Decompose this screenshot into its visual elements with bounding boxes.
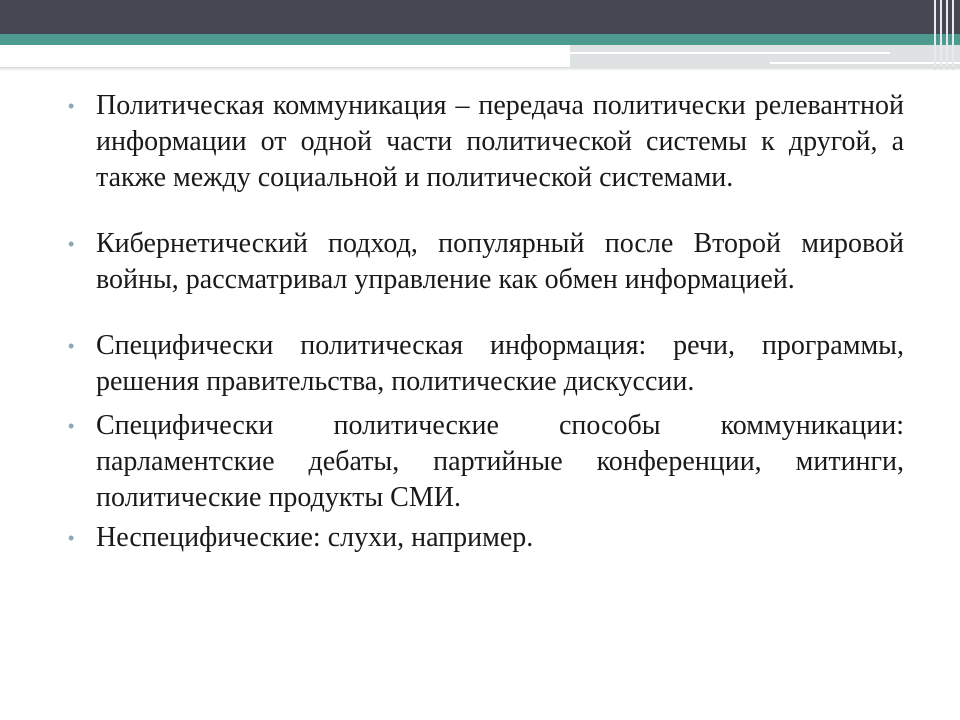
bullet-dot-icon: • bbox=[68, 96, 75, 116]
bullet-item bbox=[68, 88, 904, 196]
bullet-text: Неспецифические: слухи, например. bbox=[96, 522, 534, 553]
bullet-text: Специфически политические способы коммуникации: парламентские дебаты, партийные конференции, митинги, политические продукты СМИ. bbox=[96, 410, 904, 513]
bullet-list bbox=[68, 88, 904, 556]
bullet-text: Специфически политическая информация: речи, программы, решения правительства, политические дискуссии. bbox=[96, 330, 904, 397]
bullet-item bbox=[68, 328, 904, 400]
header-shadow bbox=[0, 67, 960, 71]
bullet-item bbox=[68, 226, 904, 298]
bullet-dot-icon: • bbox=[68, 336, 75, 356]
bullet-dot-icon: • bbox=[68, 234, 75, 254]
header-stripes bbox=[928, 0, 960, 70]
bullet-dot-icon: • bbox=[68, 528, 75, 548]
bullet-text: Политическая коммуникация – передача политически релевантной информации от одной части политической системы к другой, а также между социальной и политической системами. bbox=[96, 90, 904, 193]
bullet-dot-icon: • bbox=[68, 416, 75, 436]
bullet-item bbox=[68, 408, 904, 516]
header-dark-band bbox=[0, 0, 960, 34]
header-accent-line bbox=[570, 52, 890, 54]
bullet-item bbox=[68, 520, 904, 556]
bullet-text: Кибернетический подход, популярный после Второй мировой войны, рассматривал управление как обмен информацией. bbox=[96, 228, 904, 295]
header-teal-band bbox=[0, 34, 960, 45]
